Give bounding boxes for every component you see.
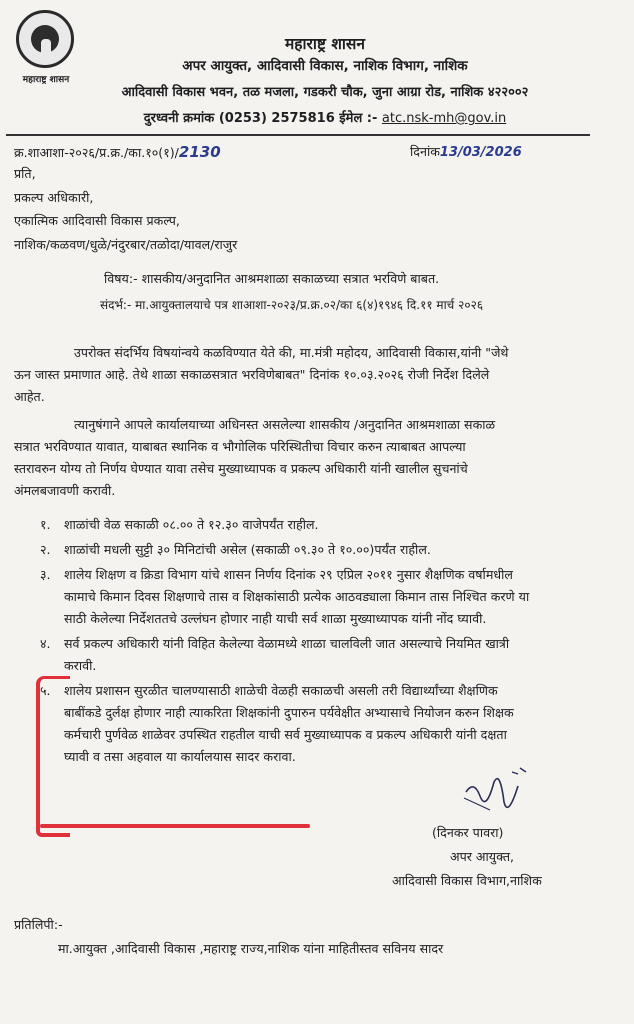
paragraph-line: अंमलबजावणी करावी. <box>14 483 116 498</box>
letterhead-office: अपर आयुक्त, आदिवासी विकास, नाशिक विभाग, नाशिक <box>182 58 468 74</box>
date-value: 13/03/2026 <box>439 145 522 160</box>
list-item-number: ३. <box>40 567 51 582</box>
email-label: ईमेल :- <box>339 111 378 126</box>
body-paragraph-1 <box>14 342 614 408</box>
handwritten-signature <box>460 762 540 822</box>
addressee-officer: प्रकल्प अधिकारी, <box>14 190 94 205</box>
list-item <box>40 514 620 536</box>
list-item-line: कामाचे किमान दिवस शिक्षणाचे तास व शिक्षकांसाठी प्रत्येक आठवड्याला किमान तास निश्चित करणे या <box>64 589 530 604</box>
list-item-line: शालेय प्रशासन सुरळीत चालण्यासाठी शाळेची वेळही सकाळची असली तरी विद्यार्थ्यांच्या शैक्षणिक <box>64 683 498 698</box>
list-item-number: १. <box>40 517 51 532</box>
addressee-project: एकात्मिक आदिवासी विकास प्रकल्प, <box>14 213 180 228</box>
list-item-number: २. <box>40 542 51 557</box>
paragraph-line: ऊन जास्त प्रमाणात आहे. तेथे शाळा सकाळसत्रात भरविणेबाबत" दिनांक १०.०३.२०२६ रोजी निर्देश दिलेले <box>14 367 490 382</box>
reference-number <box>14 143 221 161</box>
seal-figure <box>41 39 51 53</box>
list-item-line: शाळांची वेळ सकाळी ०८.०० ते १२.३० वाजेपर्यंत राहील. <box>64 517 319 532</box>
list-item-number: ५. <box>40 683 51 698</box>
body-paragraph-2 <box>14 414 614 502</box>
reference-handwritten-number: 2130 <box>178 143 221 161</box>
letterhead-title: महाराष्ट्र शासन <box>285 35 365 53</box>
list-item-number: ४. <box>40 636 51 651</box>
phone-number: (0253) 2575816 <box>218 111 335 126</box>
copy-label: प्रतिलिपी:- <box>14 917 63 932</box>
red-annotation-bracket <box>36 676 70 837</box>
logo-caption: महाराष्ट्र शासन <box>22 75 70 85</box>
header-divider <box>6 134 590 136</box>
reference-line <box>100 296 483 313</box>
paragraph-line: आहेत. <box>14 389 45 404</box>
subject-line <box>104 270 439 287</box>
list-item-line: सर्व प्रकल्प अधिकारी यांनी विहित केलेल्या वेळामध्ये शाळा चालविली जात असल्याचे नियमित खात्री <box>64 636 510 651</box>
paragraph-line: सत्रात भरविण्यात यावात, याबाबत स्थानिक व भौगोलिक परिस्थितीचा विचार करुन त्याबाबत आपल्या <box>14 439 466 454</box>
paragraph-line: त्यानुषंगाने आपले कार्यालयाच्या अधिनस्त असलेल्या शासकीय /अनुदानित आश्रमशाळा सकाळ <box>74 417 496 432</box>
signatory-name: (दिनकर पावरा) <box>432 825 504 840</box>
list-item-line: शालेय शिक्षण व क्रिडा विभाग यांचे शासन निर्णय दिनांक २९ एप्रिल २०११ नुसार शैक्षणिक वर्षामधील <box>64 567 513 582</box>
reference-label: संदर्भ:- <box>100 298 132 312</box>
subject-label: विषय:- <box>104 271 138 286</box>
list-item-line: घ्यावी व तसा अहवाल या कार्यालयास सादर करावा. <box>64 749 296 764</box>
paragraph-line: उपरोक्त संदर्भिय विषयांन्वये कळविण्यात येते की, मा.मंत्री महोदय, आदिवासी विकास,यांनी "जेथे <box>74 345 509 360</box>
copy-text: मा.आयुक्त ,आदिवासी विकास ,महाराष्ट्र राज्य,नाशिक यांना माहितीस्तव सविनय सादर <box>58 941 444 956</box>
list-item <box>40 564 620 630</box>
list-item <box>40 539 620 561</box>
red-annotation-underline <box>40 824 310 828</box>
phone-label: दुरध्वनी क्रमांक <box>143 111 215 126</box>
seal-ring <box>16 10 74 68</box>
government-seal-logo <box>10 10 82 102</box>
list-item <box>40 633 620 677</box>
signatory-office: आदिवासी विकास विभाग,नाशिक <box>392 873 542 888</box>
date-label: दिनांक <box>410 144 440 159</box>
paragraph-line: स्तरावरुन योग्य तो निर्णय घेण्यात यावा तसेच मुख्याध्यापक व प्रकल्प अधिकारी यांनी खालील सुचनांचे <box>14 461 468 476</box>
letterhead-contact <box>90 108 560 126</box>
list-item-line: बाबींकडे दुर्लक्ष होणार नाही त्याकरिता शिक्षकांनी दुपारुन पर्यवेक्षीत अभ्यासाचे नियोजन करुन शिक्षक <box>64 705 514 720</box>
signatory-designation: अपर आयुक्त, <box>450 849 515 864</box>
list-item-line: शाळांची मधली सुट्टी ३० मिनिटांची असेल (सकाळी ०९.३० ते १०.००)पर्यंत राहील. <box>64 542 431 557</box>
addressee-places: नाशिक/कळवण/धुळे/नंदुरबार/तळोदा/यावल/राजुर <box>14 237 238 252</box>
letterhead-address: आदिवासी विकास भवन, तळ मजला, गडकरी चौक, जुना आग्रा रोड, नाशिक ४२२००२ <box>121 85 529 100</box>
reference-date <box>410 143 522 160</box>
instructions-list <box>40 514 620 771</box>
list-item-line: कर्मचारी पुर्णवेळ शाळेवर उपस्थित राहतील याची सर्व मुख्याध्यापक व प्रकल्प अधिकारी यांनी दक्षता <box>64 727 507 742</box>
list-item-line: करावी. <box>64 658 97 673</box>
list-item-line: साठी केलेल्या निर्देशततचे उल्लंघन होणार नाही याची सर्व शाळा मुख्याध्यापक यांनी नोंद घ्यावी. <box>64 611 487 626</box>
email-link[interactable]: atc.nsk-mh@gov.in <box>381 111 507 126</box>
addressee-prati: प्रति, <box>14 166 36 181</box>
subject-text: शासकीय/अनुदानित आश्रमशाळा सकाळच्या सत्रात भरविणे बाबत. <box>141 271 440 286</box>
reference-text: मा.आयुक्तालयाचे पत्र शाआशा-२०२३/प्र.क्र.०२/का ६(४)१९४६ दि.११ मार्च २०२६ <box>135 298 484 312</box>
reference-prefix: क्र.शाआशा-२०२६/प्र.क्र./का.१०(१)/ <box>14 145 179 160</box>
list-item <box>40 680 620 768</box>
